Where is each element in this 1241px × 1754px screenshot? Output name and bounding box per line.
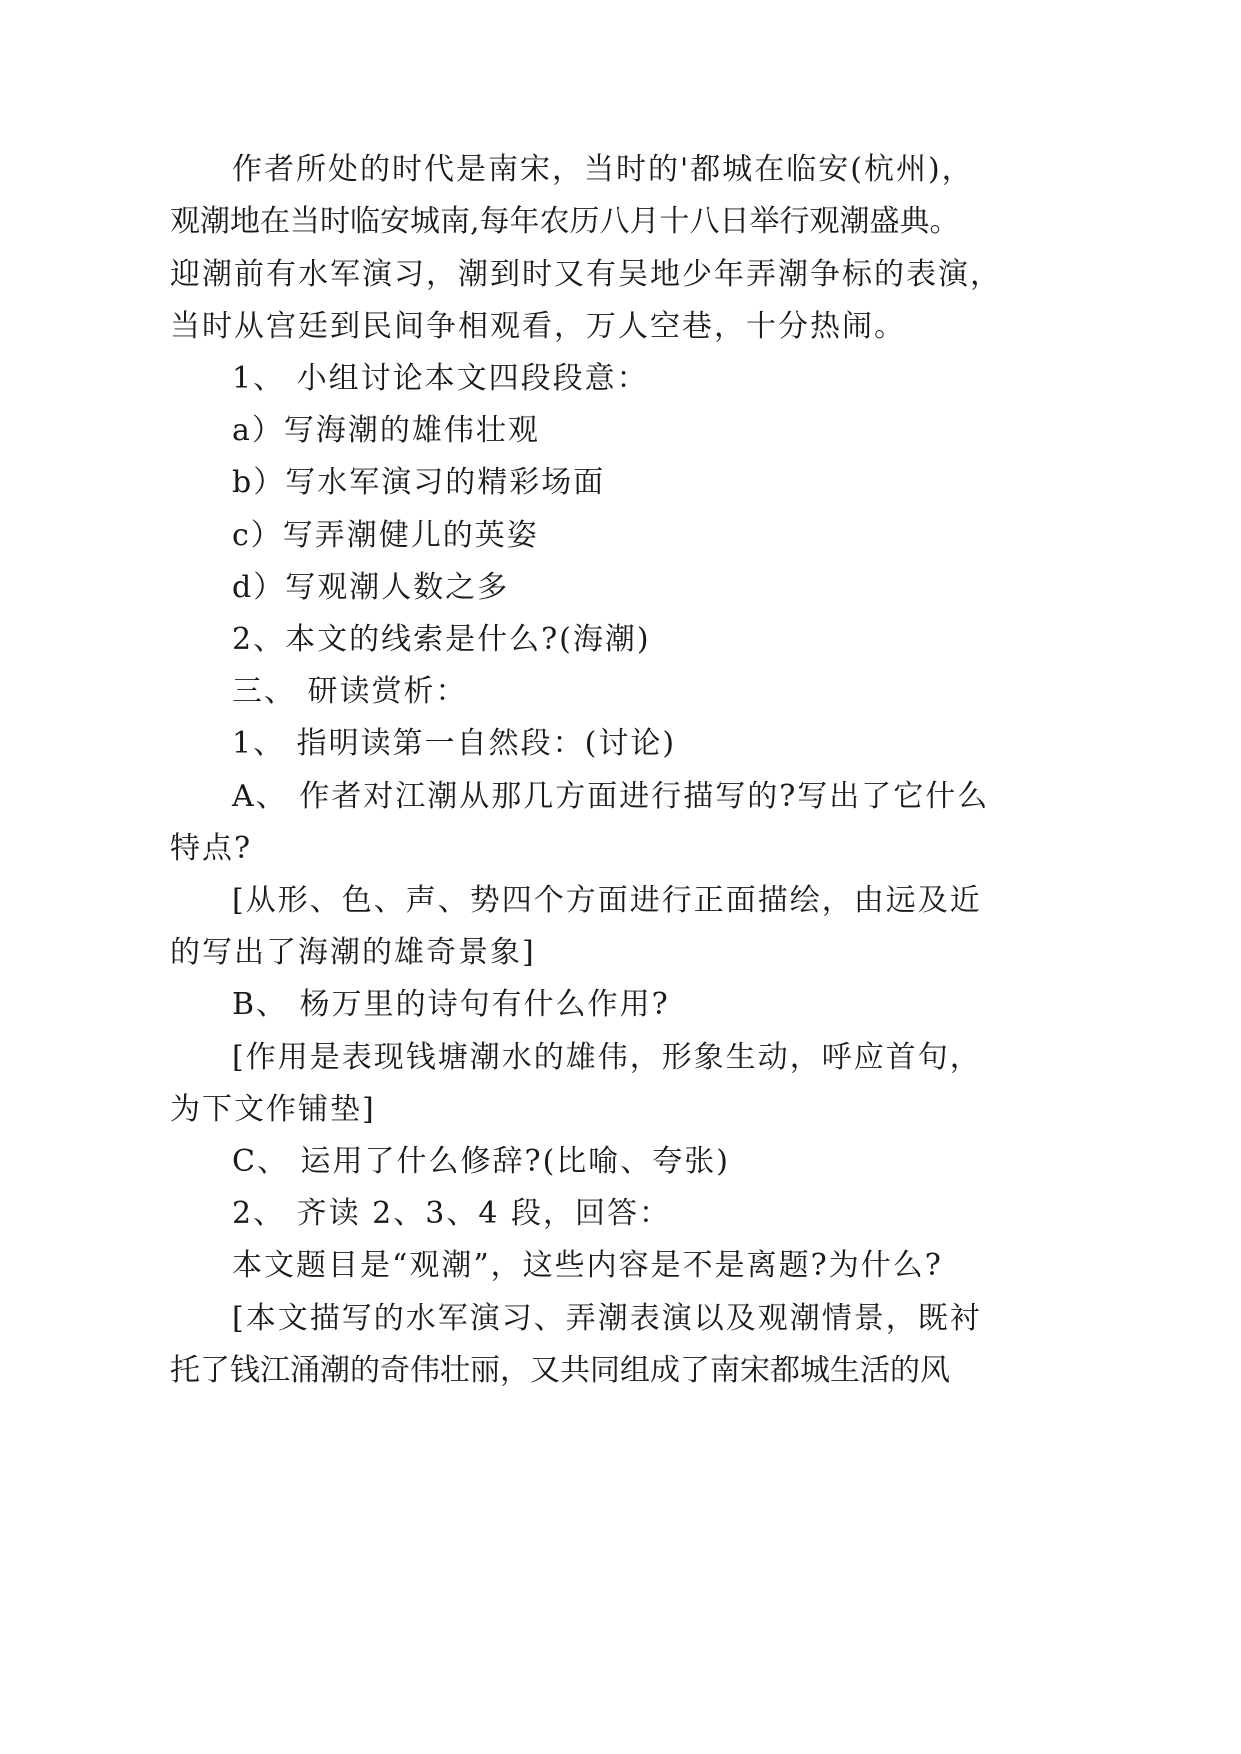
answer-line: 托了钱江涌潮的奇伟壮丽，又共同组成了南宋都城生活的风 [170, 1353, 950, 1388]
paragraph-line: 迎潮前有水军演习，潮到时又有吴地少年弄潮争标的表演， [170, 257, 1002, 292]
list-item: 1、 指明读第一自然段：(讨论) [232, 726, 677, 761]
answer-line: 为下文作铺垫] [170, 1092, 376, 1127]
list-item: b）写水军演习的精彩场面 [232, 465, 606, 500]
list-item: c）写弄潮健儿的英姿 [232, 518, 539, 553]
question-line: 本文题目是“观潮”，这些内容是不是离题?为什么? [232, 1248, 943, 1283]
list-item: a）写海潮的雄伟壮观 [232, 413, 540, 448]
paragraph-line: 作者所处的时代是南宋，当时的'都城在临安(杭州)， [232, 152, 974, 187]
list-item: 2、 齐读 2、3、4 段，回答： [232, 1196, 671, 1231]
question-line: B、 杨万里的诗句有什么作用? [232, 987, 670, 1022]
question-line: C、 运用了什么修辞?(比喻、夸张) [232, 1144, 730, 1179]
question-line: A、 作者对江潮从那几方面进行描写的?写出了它什么 [232, 779, 990, 814]
answer-line: 的写出了海潮的雄奇景象] [170, 935, 536, 970]
list-item: 2、本文的线索是什么?(海潮) [232, 622, 651, 657]
answer-line: [作用是表现钱塘潮水的雄伟，形象生动，呼应首句， [232, 1040, 982, 1075]
question-line: 特点? [170, 831, 253, 866]
answer-line: [本文描写的水军演习、弄潮表演以及观潮情景，既衬 [232, 1301, 982, 1336]
section-heading: 三、 研读赏析： [232, 674, 468, 709]
list-item: 1、 小组讨论本文四段段意： [232, 361, 649, 396]
paragraph-line: 观潮地在当时临安城南,每年农历八月十八日举行观潮盛典。 [170, 204, 960, 239]
answer-line: [从形、色、声、势四个方面进行正面描绘，由远及近 [232, 883, 982, 918]
list-item: d）写观潮人数之多 [232, 570, 510, 605]
paragraph-line: 当时从宫廷到民间争相观看，万人空巷，十分热闹。 [170, 309, 906, 344]
